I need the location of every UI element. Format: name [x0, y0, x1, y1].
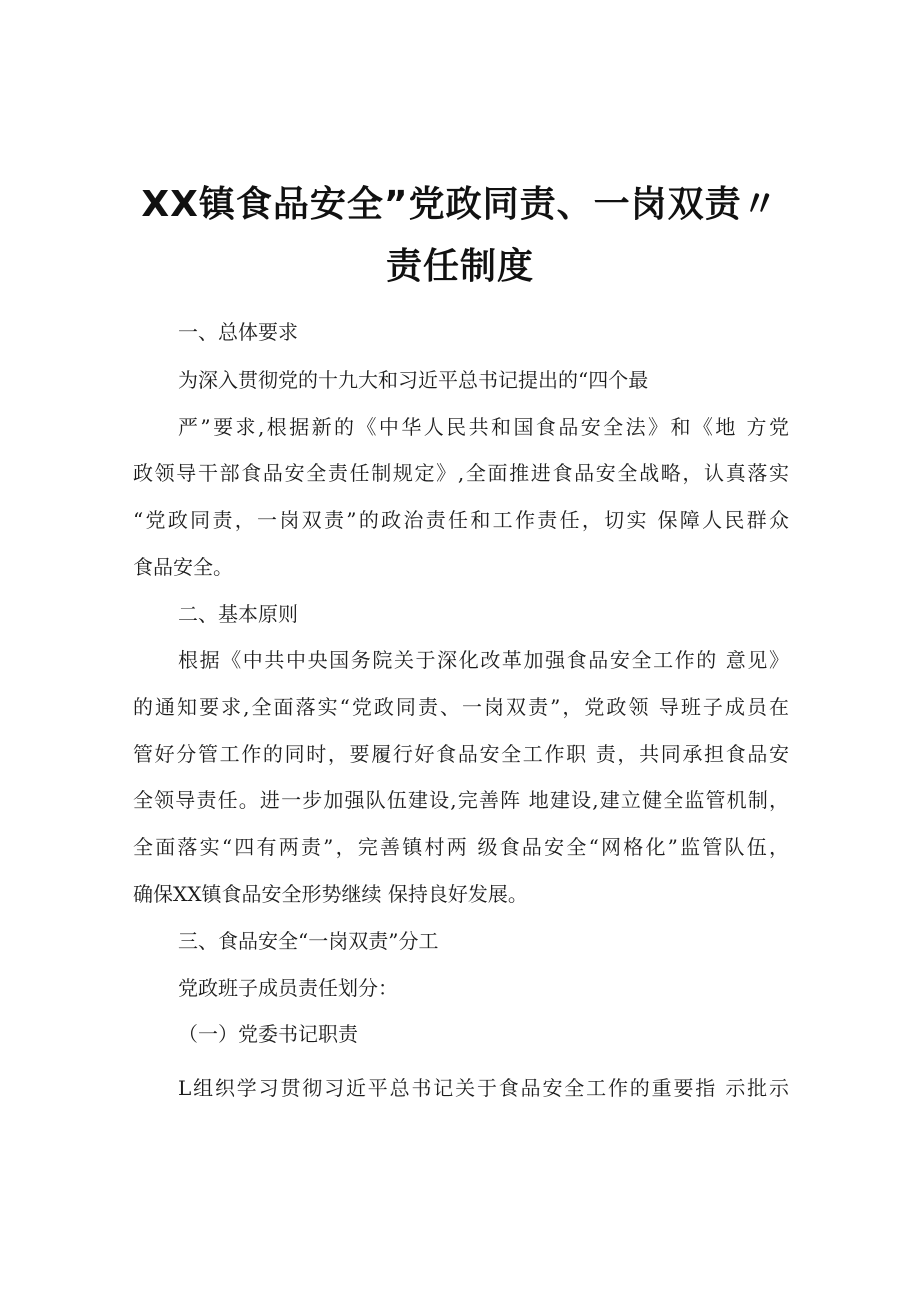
paragraph-line: 的通知要求,全面落实“党政同责、一岗双责”，党政领 导班子成员在	[133, 695, 789, 719]
paragraph-line: 确保XX镇食品安全形势继续 保持良好发展。	[133, 882, 528, 906]
section-heading-responsibility-division: 三、食品安全“一岗双责”分工	[178, 929, 439, 953]
paragraph-line: 食品安全。	[133, 555, 233, 579]
document-title-line-2: 责任制度	[385, 246, 534, 287]
paragraph-line: 根据《中共中央国务院关于深化改革加强食品安全工作的 意见》	[178, 648, 789, 672]
subsection-heading-party-secretary: （一）党委书记职责	[178, 1022, 358, 1046]
document-title-line-1: XX镇食品安全”党政同责、一岗双责〃	[141, 184, 779, 225]
paragraph-line: 全面落实“四有两责”，完善镇村两 级食品安全“网格化”监管队伍，	[133, 835, 789, 859]
paragraph-line: “党政同责，一岗双责”的政治责任和工作责任，切实 保障人民群众	[133, 508, 789, 532]
section-heading-general-requirements: 一、总体要求	[178, 320, 298, 344]
paragraph-line: 为深入贯彻党的十九大和习近平总书记提出的“四个最	[178, 368, 649, 392]
section-heading-basic-principles: 二、基本原则	[178, 602, 298, 626]
paragraph-line: 严”要求,根据新的《中华人民共和国食品安全法》和《地 方党	[178, 415, 789, 439]
paragraph-line: 党政班子成员责任划分：	[178, 976, 398, 1000]
paragraph-line: 管好分管工作的同时，要履行好食品安全工作职 责，共同承担食品安	[133, 742, 789, 766]
paragraph-line: 全领导责任。进一步加强队伍建设,完善阵 地建设,建立健全监管机制，	[133, 788, 789, 812]
paragraph-line: L组织学习贯彻习近平总书记关于食品安全工作的重要指 示批示	[178, 1076, 789, 1100]
paragraph-line: 政领导干部食品安全责任制规定》,全面推进食品安全战略，认真落实	[133, 461, 789, 485]
